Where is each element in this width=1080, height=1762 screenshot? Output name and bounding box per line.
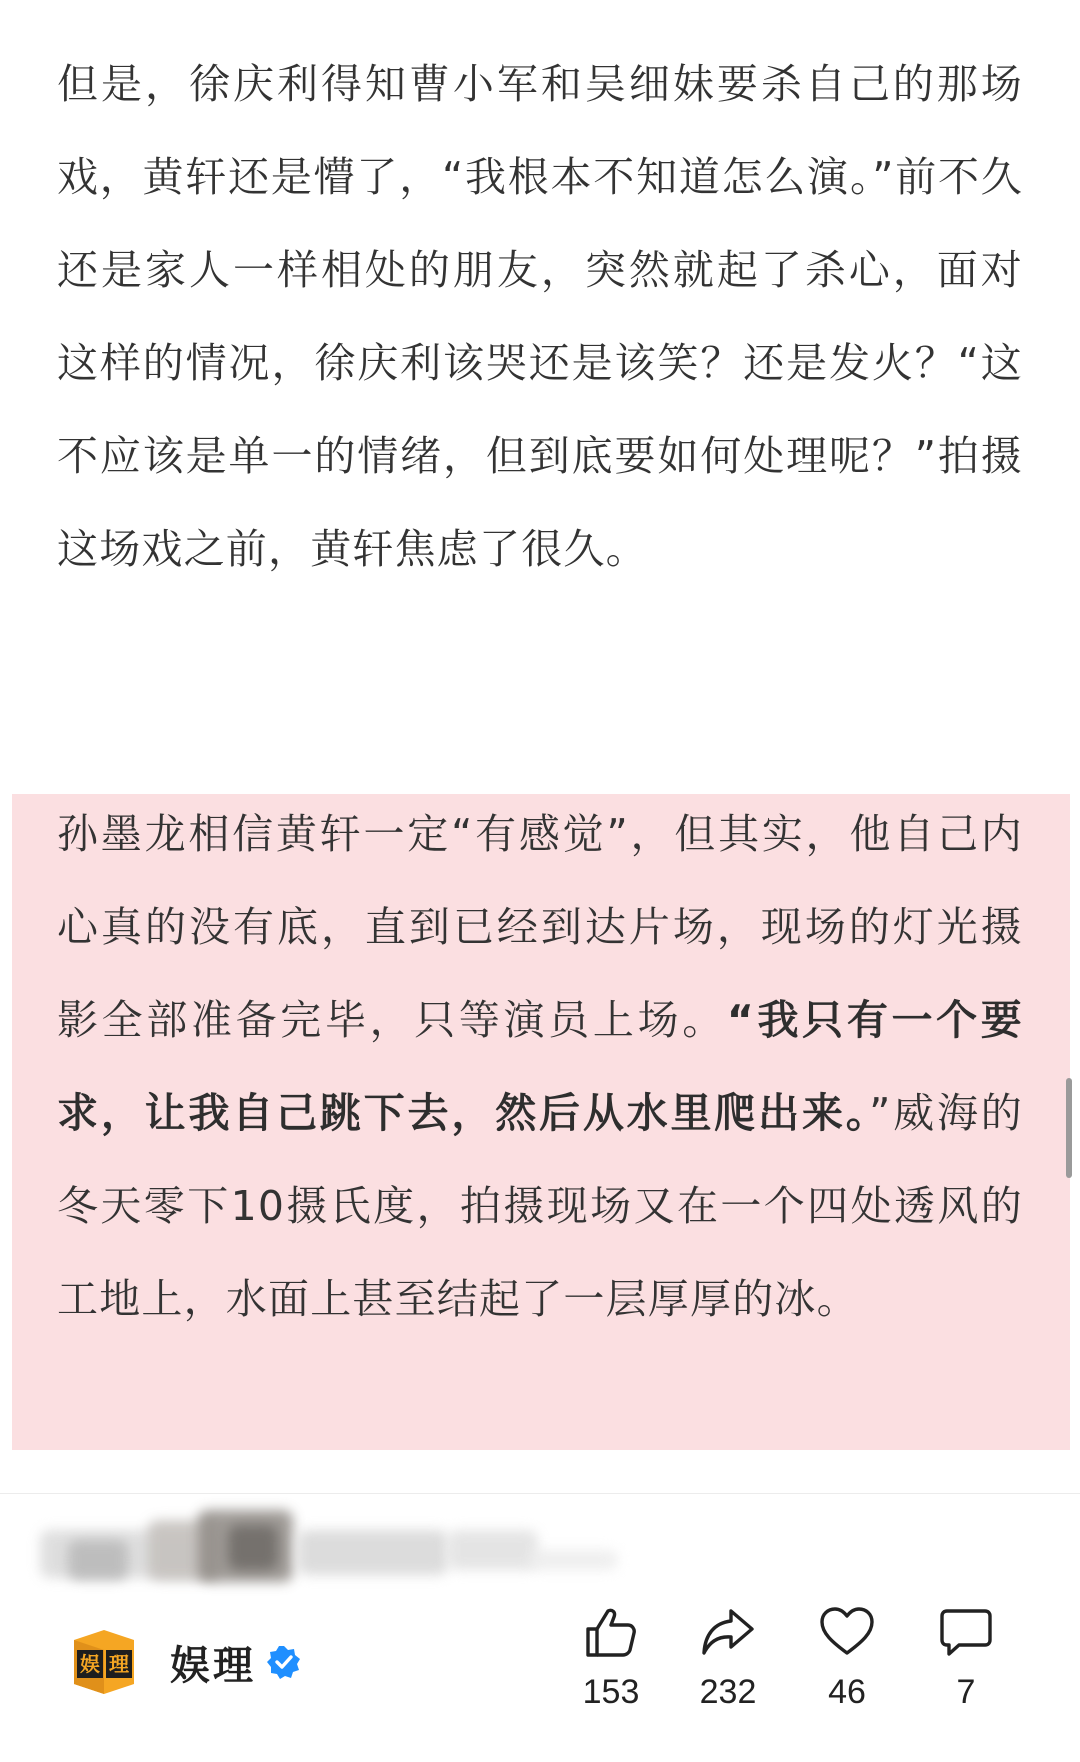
author-name[interactable]: 娱理	[170, 1642, 256, 1689]
heart-icon	[818, 1603, 876, 1661]
blurred-content	[38, 1490, 638, 1590]
thumbs-up-icon	[582, 1603, 640, 1661]
like-count: 153	[582, 1673, 640, 1711]
verified-badge-icon	[266, 1644, 302, 1680]
comment-count: 7	[956, 1673, 976, 1711]
author-info[interactable]	[68, 1622, 302, 1702]
paragraph-2-bold-quote: “我只有一个要求，让我自己跳下去，然后从水里爬出来。	[57, 996, 1023, 1137]
comment-icon	[937, 1603, 995, 1661]
share-count: 232	[699, 1673, 757, 1711]
action-bar	[556, 1603, 1036, 1723]
paragraph-2-text: 孙墨龙相信黄轩一定“有感觉”，但其实，他自己内心真的没有底，直到已经到达片场，现场的灯光摄影全部准备完毕，只等演员上场。	[57, 810, 1023, 1044]
paragraph-2-text-continued: ”威海的冬天零下10摄氏度，拍摄现场又在一个四处透风的工地上，水面上甚至结起了一层厚厚的冰。	[57, 1089, 1023, 1323]
like-button[interactable]	[556, 1603, 666, 1712]
author-avatar[interactable]	[68, 1626, 140, 1698]
favorite-count: 46	[828, 1673, 866, 1711]
share-icon	[699, 1603, 757, 1661]
scrollbar-thumb[interactable]	[1066, 1078, 1072, 1178]
avatar-char-1: 娱	[80, 1652, 100, 1676]
comment-button[interactable]	[911, 1603, 1021, 1712]
share-button[interactable]	[673, 1603, 783, 1712]
article-paragraph-2	[57, 788, 1023, 1346]
avatar-char-2: 理	[109, 1652, 129, 1676]
favorite-button[interactable]	[792, 1603, 902, 1712]
article-paragraph-1: 但是，徐庆利得知曹小军和吴细妹要杀自己的那场戏，黄轩还是懵了，“我根本不知道怎么演。”前不久还是家人一样相处的朋友，突然就起了杀心，面对这样的情况，徐庆利该哭还是该笑？还是发火？“这不应该是单一的情绪，但到底要如何处理呢？”拍摄这场戏之前，黄轩焦虑了很久。	[57, 60, 1023, 573]
